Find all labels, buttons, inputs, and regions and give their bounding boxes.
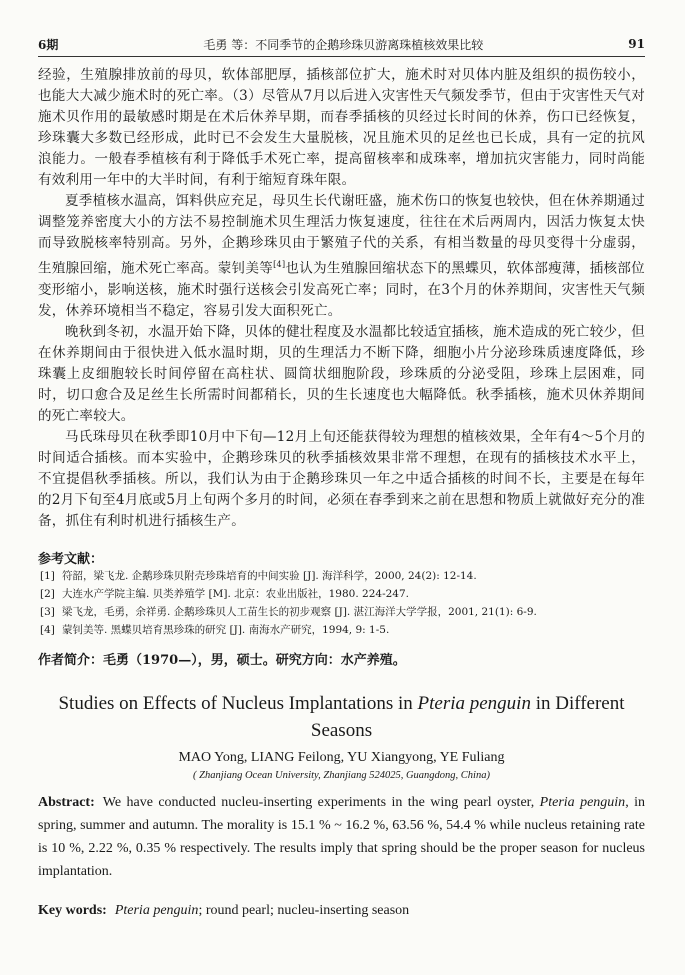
english-title-species: Pteria penguin <box>417 692 531 714</box>
page-number: 91 <box>628 37 645 51</box>
reference-text: 蒙钊美等. 黑蝶贝培育黑珍珠的研究 [J]. 南海水产研究，1994, 9: 1-5. <box>62 623 390 636</box>
running-title: 毛勇 等：不同季节的企鹅珍珠贝游离珠植核效果比较 <box>203 37 484 52</box>
reference-item <box>40 621 645 639</box>
reference-number: [1] <box>40 569 55 582</box>
reference-item <box>40 567 645 585</box>
article-body <box>38 65 645 922</box>
abstract-label: Abstract: <box>38 794 95 810</box>
abstract-species: Pteria penguin <box>539 794 626 810</box>
english-abstract <box>38 791 645 883</box>
author-intro-label: 作者简介： <box>38 652 104 668</box>
english-authors: MAO Yong, LIANG Feilong, YU Xiangyong, YE Fuliang <box>178 749 505 765</box>
author-intro <box>38 649 645 668</box>
english-keywords <box>38 899 645 922</box>
author-intro-value: 毛勇（1970—），男，硕士。研究方向：水产养殖。 <box>103 652 406 668</box>
english-affiliation: ( Zhanjiang Ocean University, Zhanjiang 524025, Guangdong, China) <box>193 769 490 781</box>
abstract-text-a: We have conducted nucleu-inserting experiments in the wing pearl oyster, <box>102 794 540 810</box>
reference-number: [2] <box>40 587 55 600</box>
reference-text: 符韶，梁飞龙. 企鹅珍珠贝附壳珍珠培育的中间实验 [J]. 海洋科学，2000, 24(2): 12-14. <box>62 569 477 582</box>
reference-list <box>38 567 645 639</box>
reference-item <box>40 585 645 603</box>
keywords-rest: ; round pearl; nucleu-inserting season <box>198 902 410 918</box>
reference-text: 梁飞龙，毛勇，余祥勇. 企鹅珍珠贝人工苗生长的初步观察 [J]. 湛江海洋大学学报，2001, 21(1): 6-9. <box>62 605 537 618</box>
paragraph-4: 马氏珠母贝在秋季即10月中下旬—12月上旬还能获得较为理想的植核效果，全年有4～5个月的时间适合插核。而本实验中，企鹅珍珠贝的秋季插核效果非常不理想，在现有的插核技术水平上，不宜提倡秋季插核。所以，我们认为由于企鹅珍珠贝一年之中适合插核的时间不长，主要是在每年的2月下旬至4月底或5月上旬两个多月的时间，必须在春季到来之前在思想和物质上就做好充分的准备，抓住有利时机进行插核生产。 <box>38 428 645 529</box>
english-title-part2: in Different Seasons <box>310 692 625 741</box>
references-title: 参考文献： <box>38 551 104 567</box>
citation-ref[interactable]: [4] <box>273 260 286 269</box>
paragraph-1: 经验，生殖腺排放前的母贝，软体部肥厚，插核部位扩大，施术时对贝体内脏及组织的损伤较小，也能大大减少施术时的死亡率。（3）尽管从7月以后进入灾害性天气频发季节，但由于灾害性天气对施术贝作用的最敏感时期是在术后休养早期，而春季插核的贝经过长时间的休养，伤口已经恢复，珍珠囊大多数已经形成，此时已不会发生大量脱核，况且施术贝的足丝也已长成，具有一定的抗风浪能力。一般春季植核有利于降低手术死亡率，提高留核率和成珠率，增加抗灾害能力，同时尚能有效利用一年中的大半时间，有利于缩短育珠年限。 <box>38 67 645 188</box>
reference-item <box>40 603 645 621</box>
english-title-part1: Studies on Effects of Nucleus Implantations in <box>58 692 418 714</box>
english-title <box>38 690 645 744</box>
keywords-species: Pteria penguin <box>114 902 199 918</box>
paragraph-2-text-b: 也认为生殖腺回缩状态下的黑蝶贝，软体部瘦薄，插核部位变形缩小，影响送核，施术时强行送核会引发高死亡率；同时，在3个月的休养期间，灾害性天气频发，休养环境相当不稳定，容易引发大面积死亡。 <box>38 260 645 319</box>
issue-number: 6期 <box>38 37 59 52</box>
reference-text: 大连水产学院主编. 贝类养殖学 [M]. 北京：农业出版社，1980. 224-247. <box>62 587 409 600</box>
abstract-text-b: , in spring, summer and autumn. The morality is 15.1 % ~ 16.2 %, 63.56 %, 54.4 % while nucleus retaining rate is 10 %, 2.22 %, 0.35 % respectively. The results imply that spring should be the proper season for nucleus implantation. <box>38 794 645 879</box>
reference-number: [3] <box>40 605 55 618</box>
paragraph-2-text-a: 夏季植核水温高，饵料供应充足，母贝生长代谢旺盛，施术伤口的恢复也较快，但在休养期通过调整笼养密度大小的方法不易控制施术贝生理活力恢复速度，往往在术后两周内，因活力恢复太快而导致脱核率特别高。另外，企鹅珍珠贝由于繁殖子代的关系，有相当数量的母贝变得十分虚弱，生殖腺回缩，施术死亡率高。蒙钊美等 <box>38 193 645 277</box>
page-header <box>38 32 645 57</box>
keywords-label: Key words: <box>38 902 107 918</box>
paragraph-3: 晚秋到冬初，水温开始下降，贝体的健壮程度及水温都比较适宜插核，施术造成的死亡较少，但在休养期间由于很快进入低水温时期，贝的生理活力不断下降，细胞小片分泌珍珠质速度降低，珍珠囊上皮细胞较长时间停留在高柱状、圆筒状细胞阶段，珍珠质的分泌受阻，珍珠上层困难，同时，切口愈合及足丝生长所需时间都稍长，贝的生长速度也大幅降低。秋季插核，施术贝休养期间的死亡率较大。 <box>38 323 645 424</box>
reference-number: [4] <box>40 623 55 636</box>
paragraph-2 <box>38 191 645 322</box>
